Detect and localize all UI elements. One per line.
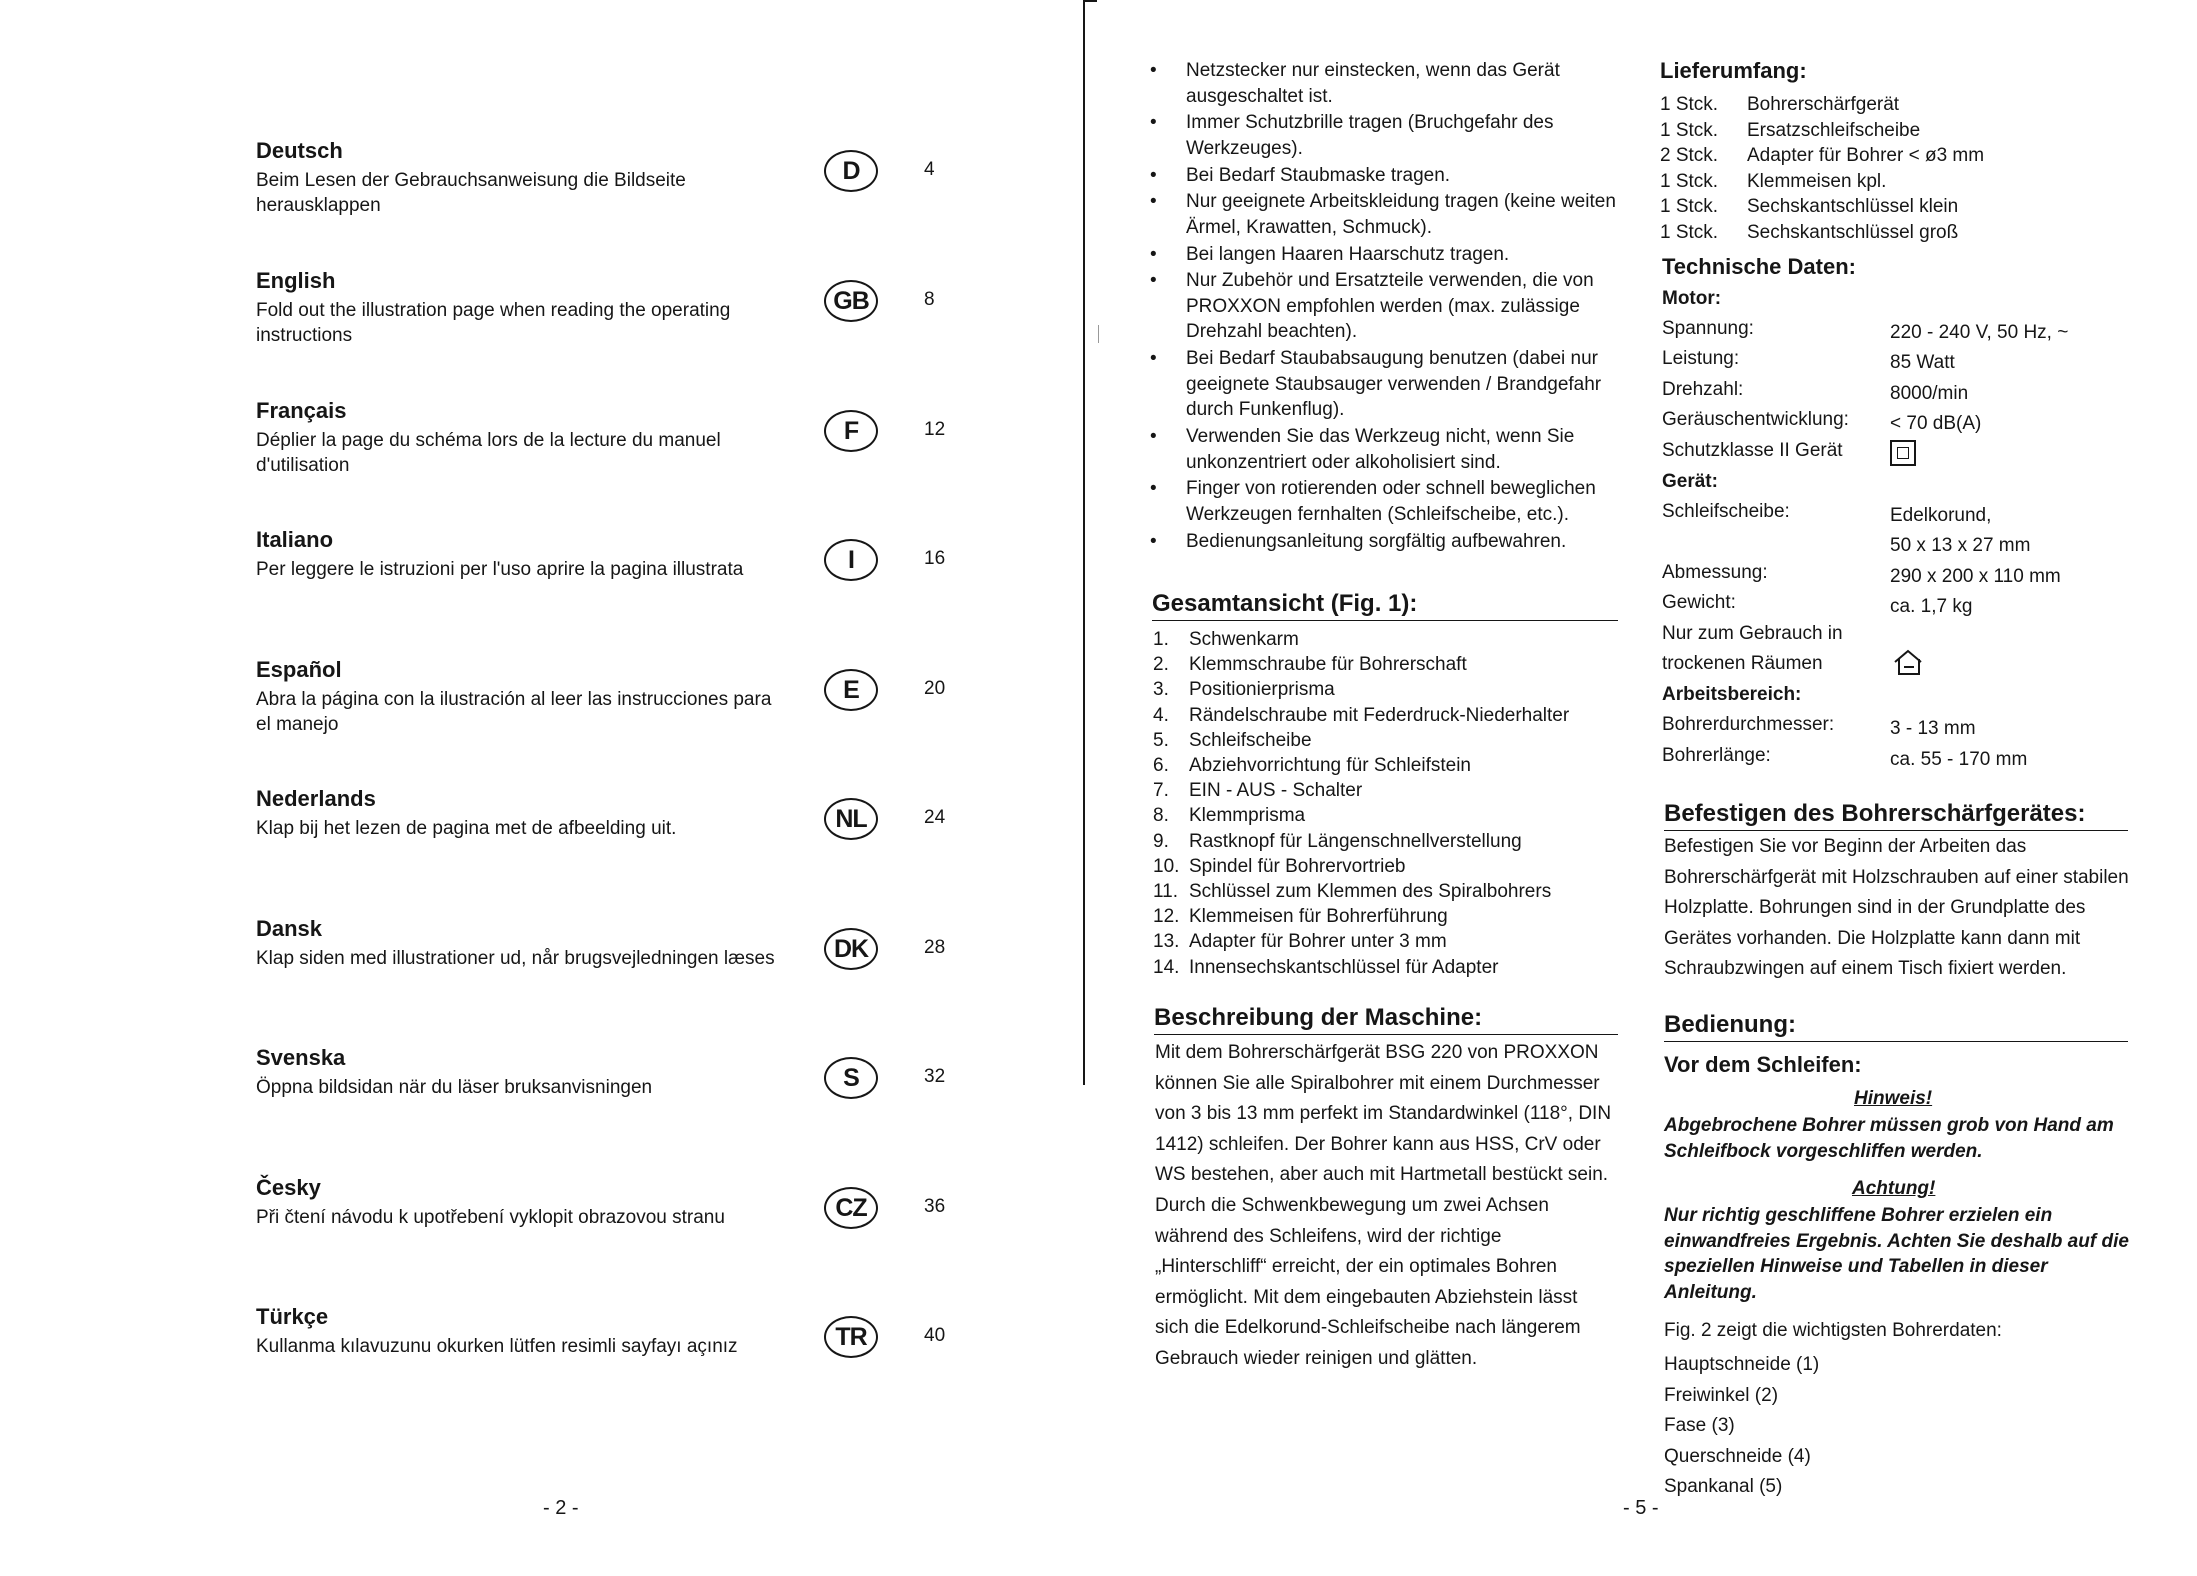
country-code-badge: I: [824, 539, 878, 581]
technical-data-heading: Technische Daten:: [1662, 254, 1856, 279]
language-entry-deutsch: [256, 138, 1076, 248]
warning-text: Nur richtig geschliffene Bohrer erzielen ein einwandfreies Ergebnis. Achten Sie deshalb auf die speziellen Hinweise und Tabellen in dieser Anleitung.: [1664, 1205, 2129, 1303]
language-entry-svenska: [256, 1045, 1076, 1155]
language-description: Při čtení návodu k upotřebení vyklopit obrazovou stranu: [256, 1207, 725, 1228]
work-range-label: Arbeitsbereich:: [1662, 684, 1802, 705]
bullet-icon: •: [1150, 164, 1157, 186]
machine-description: Mit dem Bohrerschärfgerät BSG 220 von PROXXON können Sie alle Spiralbohrer mit einem Durchmesser von 3 bis 13 mm perfekt im Standardwinkel (118°, DIN 1412) schleifen. Der Bohrer kann aus HSS, CrV oder WS bestehen, aber auch mit Hartmetall bestückt sein. Durch die Schwenkbewegung um zwei Achsen während des Schleifens, wird der richtige „Hinterschliff“ erreicht, der ein optimales Bohren ermöglicht. Mit dem eingebauten Abziehstein lässt sich die Edelkorund-Schleifscheibe nach längerem Gebrauch wieder reinigen und glätten.: [1155, 1042, 1612, 1369]
safety-item: • Bedienungsanleitung sorgfältig aufbewahren.: [1150, 529, 1620, 555]
country-code-badge: NL: [824, 798, 878, 840]
scope-item: 2 Stck. Adapter für Bohrer < ø3 mm: [1660, 145, 1985, 166]
page-reference: 16: [924, 548, 946, 569]
parts-list-item: 1. Schwenkarm: [1153, 629, 1299, 650]
device-label: Gerät:: [1662, 471, 1718, 492]
scope-item: 1 Stck. Bohrerschärfgerät: [1660, 94, 1900, 115]
indoor-use-only-icon: [1892, 648, 1926, 678]
parts-list-item: 13. Adapter für Bohrer unter 3 mm: [1153, 931, 1447, 953]
page-reference: 20: [924, 678, 946, 699]
page-reference: 12: [924, 419, 946, 440]
parts-list-item: 10. Spindel für Bohrervortrieb: [1153, 855, 1406, 877]
language-description: Déplier la page du schéma lors de la lecture du manuel d'utilisation: [256, 430, 721, 476]
scope-item: 1 Stck. Ersatzschleifscheibe: [1660, 119, 1921, 141]
parts-list-item: 3. Positionierprisma: [1153, 679, 1335, 701]
spec-row-protection-class: Schutzklasse II Gerät: [1662, 440, 1843, 461]
description-heading: Beschreibung der Maschine:: [1154, 1004, 1618, 1035]
parts-list-item: 12. Klemmeisen für Bohrerführung: [1153, 906, 1448, 928]
language-name: Nederlands: [256, 786, 376, 811]
language-description: Klap bij het lezen de pagina met de afbeelding uit.: [256, 818, 677, 839]
page-reference: 36: [924, 1196, 946, 1217]
language-entry-english: [256, 268, 1076, 378]
warning-label: Achtung!: [1852, 1178, 1936, 1199]
safety-item: • Verwenden Sie das Werkzeug nicht, wenn Sie unkonzentriert oder alkoholisiert sind.: [1150, 426, 1575, 473]
language-name: Italiano: [256, 527, 334, 552]
parts-list: [1153, 627, 1623, 980]
spec-row-drill-length: Bohrerlänge: ca. 55 - 170 mm: [1662, 745, 2028, 770]
language-name: Svenska: [256, 1045, 346, 1070]
operation-heading: Bedienung:: [1664, 1011, 2128, 1042]
spec-row-dry-rooms: Nur zum Gebrauch in trockenen Räumen: [1662, 623, 1843, 674]
mounting-heading: Befestigen des Bohrerschärfgerätes:: [1664, 800, 2128, 831]
scope-heading: Lieferumfang:: [1660, 58, 1807, 83]
bullet-icon: •: [1150, 243, 1157, 265]
language-name: English: [256, 268, 336, 293]
parts-list-item: 2. Klemmschraube für Bohrerschaft: [1153, 654, 1467, 676]
page-number-right: - 5 -: [1623, 1497, 1659, 1519]
scope-item: 1 Stck. Sechskantschlüssel klein: [1660, 196, 1959, 217]
page-reference: 40: [924, 1325, 946, 1346]
motor-label: Motor:: [1662, 288, 1722, 309]
country-code-badge: GB: [824, 280, 878, 322]
protection-class-ii-icon: [1890, 440, 1916, 466]
bullet-icon: •: [1150, 426, 1157, 448]
parts-list-item: 9. Rastknopf für Längenschnellverstellung: [1153, 830, 1522, 852]
scope-item: 1 Stck. Klemmeisen kpl.: [1660, 170, 1887, 192]
bullet-icon: •: [1150, 191, 1157, 213]
drill-data-item: Querschneide (4): [1664, 1445, 1811, 1467]
overview-heading: Gesamtansicht (Fig. 1):: [1152, 590, 1618, 621]
page-reference: 32: [924, 1066, 946, 1087]
bullet-icon: •: [1150, 60, 1157, 81]
safety-item: • Immer Schutzbrille tragen (Bruchgefahr des Werkzeuges).: [1150, 112, 1554, 159]
page-fold-tick: [1085, 0, 1097, 2]
spec-row-noise: Geräuschentwicklung: < 70 dB(A): [1662, 409, 1982, 434]
language-entry-espanol: [256, 657, 1076, 767]
language-entry-cesky: [256, 1175, 1076, 1285]
spec-row-speed: Drehzahl: 8000/min: [1662, 379, 1969, 404]
language-description: Kullanma kılavuzunu okurken lütfen resimli sayfayı açınız: [256, 1336, 738, 1357]
bullet-icon: •: [1150, 478, 1157, 500]
drill-data-item: Freiwinkel (2): [1664, 1384, 1779, 1406]
safety-item: • Bei langen Haaren Haarschutz tragen.: [1150, 242, 1620, 268]
language-name: Deutsch: [256, 138, 343, 163]
language-description: Öppna bildsidan när du läser bruksanvisningen: [256, 1077, 653, 1098]
spec-row-dimensions: Abmessung: 290 x 200 x 110 mm: [1662, 562, 2061, 587]
country-code-badge: D: [824, 150, 878, 192]
page-number-left: - 2 -: [543, 1497, 579, 1519]
page-reference: 4: [924, 159, 935, 180]
language-entry-francais: [256, 398, 1076, 508]
left-page: [0, 0, 1090, 1576]
scope-of-delivery-list: [1660, 92, 2130, 245]
country-code-badge: F: [824, 410, 878, 452]
language-name: Česky: [256, 1175, 321, 1200]
safety-item: • Bei Bedarf Staubmaske tragen.: [1150, 163, 1620, 189]
bullet-icon: •: [1150, 270, 1157, 292]
language-name: Türkçe: [256, 1304, 329, 1329]
parts-list-item: 14. Innensechskantschlüssel für Adapter: [1153, 956, 1499, 978]
drill-data-item: Fase (3): [1664, 1415, 1735, 1437]
language-description: Klap siden med illustrationer ud, når brugsvejledningen læses: [256, 948, 775, 969]
language-name: Français: [256, 398, 347, 423]
spec-row-grinding-disc: Schleifscheibe: Edelkorund, 50 x 13 x 27 mm: [1662, 501, 2031, 556]
page-fold-line: [1083, 0, 1085, 1085]
spec-row-weight: Gewicht: ca. 1,7 kg: [1662, 592, 1973, 617]
country-code-badge: DK: [824, 928, 878, 970]
parts-list-item: 5. Schleifscheibe: [1153, 729, 1312, 751]
scope-item: 1 Stck. Sechskantschlüssel groß: [1660, 221, 1959, 243]
mounting-text: Befestigen Sie vor Beginn der Arbeiten das Bohrerschärfgerät mit Holzschrauben auf einer stabilen Holzplatte. Bohrungen sind in der Grundplatte des Gerätes vorhanden. Die Holzplatte kann dann mit Schraubzwingen auf einem Tisch fixiert werden.: [1664, 836, 2129, 980]
page-fold-mark: [1098, 325, 1099, 343]
page-reference: 8: [924, 289, 935, 310]
drill-data-list: [1664, 1350, 1819, 1503]
parts-list-item: 7. EIN - AUS - Schalter: [1153, 780, 1363, 802]
bullet-icon: •: [1150, 112, 1157, 134]
drill-data-item: Spankanal (5): [1664, 1476, 1783, 1498]
language-entry-dansk: [256, 916, 1076, 1026]
parts-list-item: 8. Klemmprisma: [1153, 805, 1306, 827]
parts-list-item: 6. Abziehvorrichtung für Schleifstein: [1153, 755, 1471, 777]
spec-row-voltage: Spannung: 220 - 240 V, 50 Hz, ~: [1662, 318, 2069, 343]
safety-item: • Finger von rotierenden oder schnell beweglichen Werkzeugen fernhalten (Schleifscheibe, etc.).: [1150, 478, 1596, 525]
language-description: Abra la página con la ilustración al leer las instrucciones para el manejo: [256, 689, 772, 735]
bullet-icon: •: [1150, 530, 1157, 552]
note-label: Hinweis!: [1854, 1088, 1933, 1109]
language-entry-nederlands: [256, 786, 1076, 896]
language-description: Per leggere le istruzioni per l'uso aprire la pagina illustrata: [256, 559, 744, 580]
safety-item: • Nur geeignete Arbeitskleidung tragen (keine weiten Ärmel, Krawatten, Schmuck).: [1150, 191, 1616, 238]
language-name: Dansk: [256, 916, 323, 941]
parts-list-item: 11. Schlüssel zum Klemmen des Spiralbohrers: [1153, 881, 1552, 903]
safety-item: • Bei Bedarf Staubabsaugung benutzen (dabei nur geeignete Staubsauger verwenden / Brandgefahr durch Funkenflug).: [1150, 348, 1602, 421]
safety-item: • Netzstecker nur einstecken, wenn das Gerät ausgeschaltet ist.: [1150, 60, 1560, 107]
language-entry-italiano: [256, 527, 1076, 637]
language-description: Fold out the illustration page when reading the operating instructions: [256, 300, 731, 346]
drill-data-item: Hauptschneide (1): [1664, 1354, 1820, 1375]
spec-row-drill-diameter: Bohrerdurchmesser: 3 - 13 mm: [1662, 714, 1976, 739]
country-code-badge: CZ: [824, 1187, 878, 1229]
spec-row-power: Leistung: 85 Watt: [1662, 348, 1955, 373]
safety-instructions-list: [1150, 58, 1620, 555]
language-name: Español: [256, 657, 342, 682]
bullet-icon: •: [1150, 348, 1157, 370]
page-reference: 24: [924, 807, 946, 828]
country-code-badge: TR: [824, 1316, 878, 1358]
country-code-badge: S: [824, 1057, 878, 1099]
page-reference: 28: [924, 937, 946, 958]
safety-item: • Nur Zubehör und Ersatzteile verwenden, die von PROXXON empfohlen werden (max. zulässige Drehzahl beachten).: [1150, 270, 1594, 343]
fig2-intro: Fig. 2 zeigt die wichtigsten Bohrerdaten:: [1664, 1320, 2002, 1341]
parts-list-item: 4. Rändelschraube mit Federdruck-Niederhalter: [1153, 704, 1570, 726]
note-text: Abgebrochene Bohrer müssen grob von Hand am Schleifbock vorgeschliffen werden.: [1664, 1115, 2114, 1162]
country-code-badge: E: [824, 669, 878, 711]
before-grinding-heading: Vor dem Schleifen:: [1664, 1052, 1862, 1077]
language-entry-turkce: [256, 1304, 1076, 1414]
language-description: Beim Lesen der Gebrauchsanweisung die Bildseite herausklappen: [256, 170, 686, 216]
